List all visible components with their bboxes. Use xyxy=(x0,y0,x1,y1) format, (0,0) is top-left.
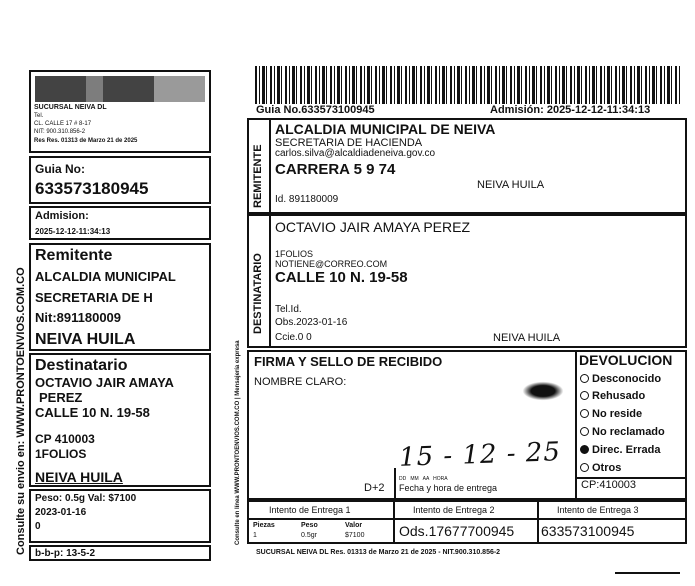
pieces-value: 1 xyxy=(253,532,257,539)
stub-guide-box xyxy=(29,156,211,204)
stub-admission-value: 2025-12-12-11:34:13 xyxy=(35,227,111,236)
barcode xyxy=(255,66,680,104)
main-guide: Guia No.633573100945 xyxy=(256,104,375,116)
stub-tel: Tel. xyxy=(34,113,44,119)
date-hour-label: Fecha y hora de entrega xyxy=(399,483,498,493)
sender-section-title: REMITENTE xyxy=(252,144,264,208)
checkbox-circle-icon xyxy=(580,391,589,400)
stub-recipient-city: NEIVA HUILA xyxy=(35,469,123,485)
stub-recipient-label: Destinatario xyxy=(35,357,128,374)
recipient-ccie: Ccie.0 0 xyxy=(275,332,312,343)
return-option-3: No reside xyxy=(580,408,642,420)
recipient-name: OCTAVIO JAIR AMAYA PEREZ xyxy=(275,219,471,235)
return-option-5: Direc. Errada xyxy=(580,444,660,456)
recipient-section xyxy=(247,214,687,348)
sender-dept: SECRETARIA DE HACIENDA xyxy=(275,137,423,149)
sender-address: CARRERA 5 9 74 xyxy=(275,161,396,178)
stub-recipient-folios: 1FOLIOS xyxy=(35,447,87,461)
attempt-3-label: Intento de Entrega 3 xyxy=(557,505,639,515)
sender-city: NEIVA HUILA xyxy=(477,179,545,191)
main-admission: Admisión: 2025-12-12-11:34:13 xyxy=(490,104,651,116)
sender-org: ALCALDIA MUNICIPAL DE NEIVA xyxy=(275,121,496,137)
main-vertical-url: Consulte en línea WWW.PRONTOENVIOS.COM.CO | Mensajería expresa xyxy=(235,340,241,545)
stub-admission-box xyxy=(29,206,211,240)
recipient-city: NEIVA HUILA xyxy=(493,332,561,344)
stub-recipient-name2: PEREZ xyxy=(39,390,83,405)
clear-name-label: NOMBRE CLARO: xyxy=(254,376,347,388)
stub-code: b-b-p: 13-5-2 xyxy=(35,548,95,559)
signature-title: FIRMA Y SELLO DE RECIBIDO xyxy=(254,354,443,369)
stub-weight-box xyxy=(29,489,211,543)
ods-number: Ods.17677700945 xyxy=(399,523,515,539)
sender-section xyxy=(247,118,687,214)
return-option-4: No reclamado xyxy=(580,426,665,438)
return-option-1: Desconocido xyxy=(580,373,661,385)
recipient-folios: 1FOLIOS xyxy=(275,249,314,259)
tracking-number: 633573100945 xyxy=(541,523,635,539)
checkbox-circle-icon xyxy=(580,409,589,418)
recipient-section-title: DESTINATARIO xyxy=(252,253,264,334)
stub-recipient-name1: OCTAVIO JAIR AMAYA xyxy=(35,375,174,390)
checkbox-checked-icon xyxy=(580,445,589,454)
sender-id: Id. 891180009 xyxy=(275,194,339,205)
recipient-obs: Obs.2023-01-16 xyxy=(275,317,348,328)
return-option-6: Otros xyxy=(580,462,621,474)
attempt-2-label: Intento de Entrega 2 xyxy=(413,505,495,515)
stub-sender-dept: SECRETARIA DE H xyxy=(35,290,153,305)
value-value: $7100 xyxy=(345,532,365,539)
return-cp: CP:410003 xyxy=(581,479,637,491)
recipient-address: CALLE 10 N. 19-58 xyxy=(275,269,408,286)
stub-vertical-url: Consulte su envio en: WWW.PRONTOENVIOS.COM.CO xyxy=(15,267,27,555)
main-footer: SUCURSAL NEIVA DL Res. 01313 de Marzo 21 de 2025 - NIT.900.310.856-2 xyxy=(256,549,501,556)
stub-sender-nit: Nit:891180009 xyxy=(35,310,122,325)
checkbox-circle-icon xyxy=(580,374,589,383)
stub-zero: 0 xyxy=(35,521,41,532)
stamp-scribble xyxy=(519,380,567,402)
stub-guide-number: 633573180945 xyxy=(35,179,149,198)
stub-sender-box xyxy=(29,243,211,351)
stub-sender-city: NEIVA HUILA xyxy=(35,331,136,348)
weight-label: Peso xyxy=(301,522,318,529)
recipient-email: NOTIENE@CORREO.COM xyxy=(275,259,388,269)
stub-resolution: Res Res. 01313 de Marzo 21 de 2025 xyxy=(34,138,138,144)
sender-email: carlos.silva@alcaldiadeneiva.gov.co xyxy=(275,148,436,159)
stub-sender-label: Remitente xyxy=(35,247,113,264)
checkbox-circle-icon xyxy=(580,463,589,472)
stub-address: CL. CALLE 17 # 8-17 xyxy=(34,121,92,127)
return-title: DEVOLUCION xyxy=(579,352,673,368)
stub-admission-label: Admision: xyxy=(35,210,89,222)
recipient-telid: Tel.Id. xyxy=(275,304,302,315)
stub-weight-value: Peso: 0.5g Val: $7100 xyxy=(35,493,137,504)
value-label: Valor xyxy=(345,522,363,529)
footer-line xyxy=(615,572,680,574)
weight-value: 0.5gr xyxy=(301,532,317,539)
attempt-1-label: Intento de Entrega 1 xyxy=(269,505,351,515)
stub-branch: SUCURSAL NEIVA DL xyxy=(34,104,107,111)
stub-date: 2023-01-16 xyxy=(35,507,87,518)
attempts-section xyxy=(247,500,687,544)
pieces-label: Piezas xyxy=(253,522,275,529)
stub-code-box xyxy=(29,545,211,561)
company-logo xyxy=(35,76,205,102)
stub-nit: NIT: 900.310.856-2 xyxy=(34,129,86,135)
stub-recipient-cp: CP 410003 xyxy=(35,432,95,446)
date-hour-cols: DD MM AA HORA xyxy=(399,476,448,482)
stub-header-box xyxy=(29,70,211,153)
d-plus: D+2 xyxy=(364,482,385,494)
handwritten-date: 15 - 12 - 25 xyxy=(398,437,562,473)
stub-recipient-address: CALLE 10 N. 19-58 xyxy=(35,405,150,420)
stub-recipient-box xyxy=(29,353,211,487)
stub-guide-label: Guia No: xyxy=(35,162,85,176)
return-option-2: Rehusado xyxy=(580,390,645,402)
stub-sender-name: ALCALDIA MUNICIPAL xyxy=(35,269,176,284)
checkbox-circle-icon xyxy=(580,427,589,436)
